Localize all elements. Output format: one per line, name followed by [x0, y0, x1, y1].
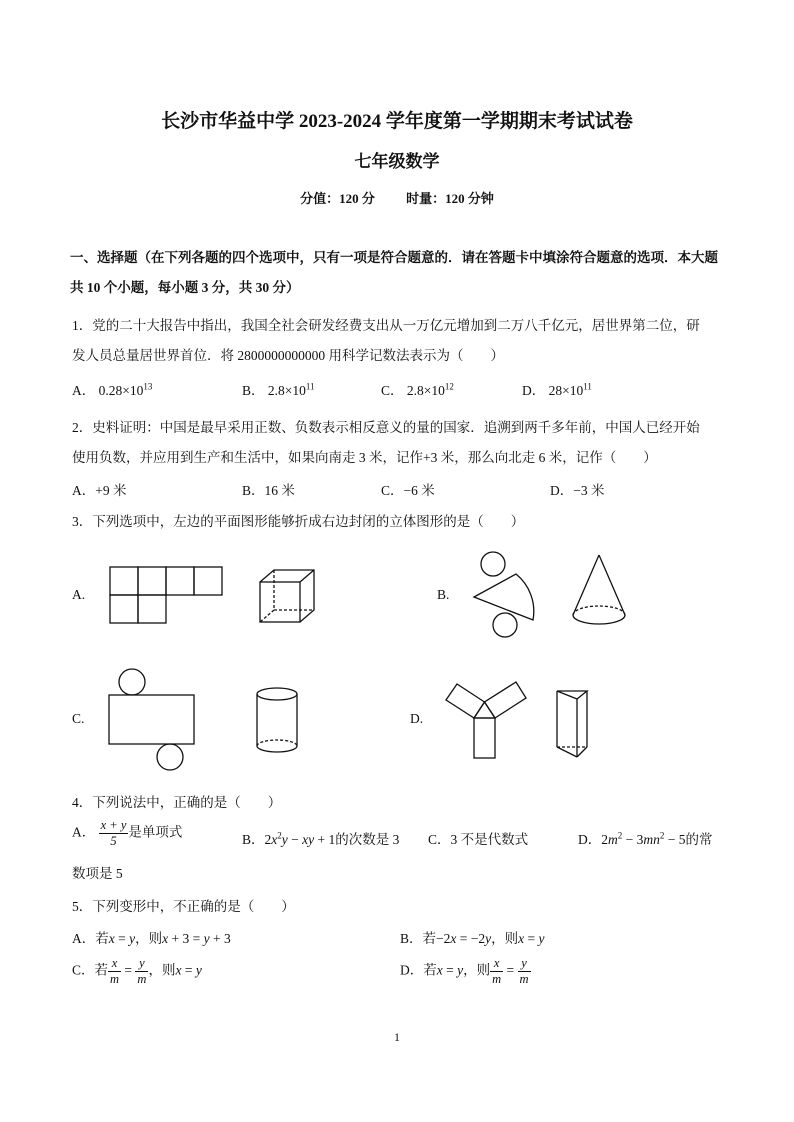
- fraction: $\frac{y}{m}$: [519, 956, 529, 986]
- q4-option-d: D．$2m^2 - 3mn^2 - 5$的常: [578, 830, 713, 847]
- q3-stem: 3．下列选项中，左边的平面图形能够折成右边封闭的立体图形的是（ ）: [72, 514, 525, 529]
- score-info: 分值：120 分: [300, 191, 375, 206]
- q2-option-c: C．−6 米: [381, 483, 435, 498]
- fraction: $\frac{y}{m}$: [137, 956, 147, 986]
- q4-option-d-cont: 数项是 5: [72, 866, 123, 881]
- q3-label-c: C.: [72, 711, 85, 726]
- cylinder-figure: [255, 686, 301, 756]
- q1-option-d: D． $28\times 10^{11}$: [522, 381, 592, 398]
- q5-option-b: B．若−2x = −2y，则x = y: [400, 931, 545, 946]
- exam-meta: [0, 188, 794, 207]
- cylinder-net-figure: [108, 667, 198, 773]
- q1-line2: 发人员总量居世界首位．将 2800000000000 用科学记数法表示为（ ）: [72, 348, 504, 363]
- fraction: $\frac{x + y}{5}$: [100, 818, 127, 848]
- fraction: $\frac{x}{m}$: [492, 956, 502, 986]
- q3-label-d: D.: [410, 711, 424, 726]
- q1-option-a: A． $0.28\times 10^{13}$: [72, 381, 153, 398]
- prism-net-figure: [440, 676, 540, 761]
- fraction: $\frac{x}{m}$: [110, 956, 120, 986]
- q2-option-d: D．−3 米: [550, 483, 605, 498]
- page-number: 1: [394, 1030, 400, 1044]
- q5-stem: 5．下列变形中，不正确的是（ ）: [72, 899, 295, 914]
- q5-option-a: A．若x = y，则x + 3 = y + 3: [72, 931, 231, 946]
- cone-figure: [570, 553, 630, 633]
- q2-line2: 使用负数，并应用到生产和生活中，如果向南走 3 米，记作+3 米，那么向北走 6 米，记作（ ）: [72, 450, 657, 465]
- q1-option-c: C． $2.8\times 10^{12}$: [381, 381, 454, 398]
- time-info: 时量：120 分钟: [406, 191, 494, 206]
- q3-label-a: A.: [72, 587, 86, 602]
- q3-label-b: B.: [437, 587, 450, 602]
- section-heading: 一、选择题（在下列各题的四个选项中，只有一项是符合题意的．请在答题卡中填涂符合题意的选项．本大题共 10 个小题，每小题 3 分，共 30 分）: [70, 250, 718, 295]
- cube-figure: [258, 568, 318, 628]
- q4-option-a: A． $\frac{x + y}{5}$ 是单项式: [72, 818, 183, 848]
- q4-stem: 4．下列说法中，正确的是（ ）: [72, 795, 282, 810]
- q2-option-b: B．16 米: [242, 483, 295, 498]
- prism-figure: [555, 689, 595, 761]
- q5-option-d: D．若x = y，则 $\frac{x}{m}$ = $\frac{y}{m}$: [400, 956, 529, 986]
- q2-option-a: A．+9 米: [72, 483, 127, 498]
- q1-line1: 1．党的二十大报告中指出，我国全社会研发经费支出从一万亿元增加到二万八千亿元，居世界第二位，研: [72, 318, 700, 333]
- q2-line1: 2．史料证明：中国是最早采用正数、负数表示相反意义的量的国家．追溯到两千多年前，中国人已经开始: [72, 420, 700, 435]
- exam-title: 长沙市华益中学 2023-2024 学年度第一学期期末考试试卷: [161, 111, 633, 132]
- exam-subtitle: 七年级数学: [354, 152, 440, 171]
- q1-option-b: B． $2.8\times 10^{11}$: [242, 381, 315, 398]
- q4-option-b: B．$2x^2y$ − xy + 1的次数是 3: [242, 830, 400, 847]
- cone-net-figure: [470, 550, 540, 640]
- q4-option-c: C．3 不是代数式: [428, 832, 529, 847]
- q5-option-c: C．若 $\frac{x}{m}$ = $\frac{y}{m}$ ，则x = y: [72, 956, 202, 986]
- cube-net-figure: [110, 565, 225, 625]
